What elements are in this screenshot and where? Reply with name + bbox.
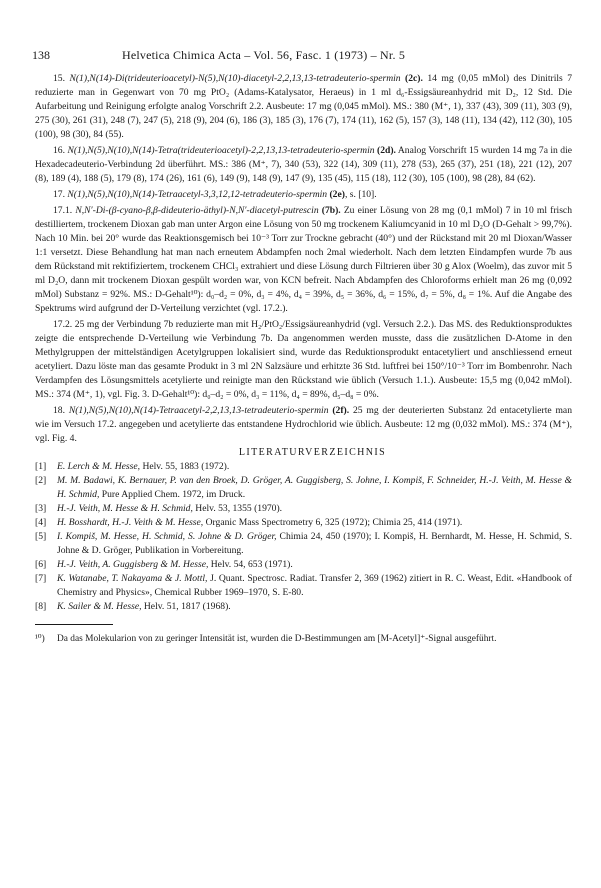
reference-item [35,474,572,502]
paragraph-text: Analog Vorschrift 15 wurden 14 mg 7a in die Hexadecadeuterio-Verbindung 2d überführt. MS.: 386 (M⁺, 7), 340 (53), 322 (14), 309 (11), 278 (53), 265 (37), 251 (18), 221 (12), 207 (8), 189 (4), 188 (5), 179 (8), 174 (26), 161 (6), 149 (9), 148 (9), 147 (9), 135 (45), 115 (18), 112 (30), 105 (100), 98 (28), 84 (62). [35,145,573,184]
running-header [32,48,572,64]
reference-source: Helv. 55, 1883 (1972). [140,461,230,472]
paragraph-number: 17. [53,189,68,200]
footnote-text: Da das Molekularion von zu geringer Intensität ist, wurden die D-Bestimmungen am [M-Acetyl]⁺-Signal ausgeführt. [57,634,497,644]
references-heading: LITERATURVERZEICHNIS [238,447,387,458]
reference-item [35,460,572,474]
reference-item [35,558,572,572]
reference-source: Helv. 54, 653 (1971). [208,559,293,570]
compound-name: N(1),N(5),N(10),N(14)-Tetraacetyl-3,3,12,12-tetradeuterio-spermin [67,189,328,200]
reference-authors: K. Watanabe, T. Nakayama & J. Mottl, [57,573,208,584]
reference-authors: H.-J. Veith, M. Hesse & H. Schmid, [57,503,193,514]
compound-label: (2d). [374,145,396,156]
reference-number: [1] [35,461,47,472]
reference-source: Pure Applied Chem. 1972, im Druck. [99,489,246,500]
paragraph-number: 18. [53,405,69,416]
reference-authors: E. Lerch & M. Hesse, [57,461,141,472]
page-number: 138 [32,48,50,62]
experiment-16 [35,144,572,186]
paragraph-text: Zu einer Lösung von 28 mg (0,1 mMol) 7 in 10 ml frisch destilliertem, trockenem Dioxan gab man unter Argon eine Lösung von 50 mg trockenem Kaliumcyanid in 10 ml D₂O (D-Gehalt > 99,7%). Nach 10 Min. bei 20° wurde das Reaktionsgemisch bei 10⁻³ Torr zur Trockne gebracht (40°) und der Rückstand mit 20 ml Dioxan/Wasser 1:1 versetzt. Diese Behandlung hat man nach erneutem Abdampfen noch 2mal wiederholt. Nach dem letzten Eindampfen wurde 7b aus dem Rückstand mit rektifiziertem, trockenem CHCl₃ extrahiert und diese Lösung durch Filtrieren über 30 g Alox (Woelm), das zuvor mit 5 ml D₂O, dann mit trockenem Dioxan gespült worden war, von KCN befreit. Nach Abdampfen des Chloroforms erhielt man 26 mg (0,092 mMol) Substanz = 92%. MS.: D-Gehalt¹⁰): d₀–d₂ = 0%, d₃ = 4%, d₄ = 39%, d₅ = 36%, d₆ = 15%, d₇ = 5%, d₈ = 1%. Auf die Angabe des Spektrums wird aufgrund der D-Verteilung verzichtet (vgl. 17.2.). [35,205,572,314]
compound-name: N(1),N(5),N(10),N(14)-Tetra(trideuterioacetyl)-2,2,13,13-tetradeuterio-spermin [67,145,375,156]
reference-number: [2] [35,475,47,486]
footnote-divider [35,624,113,625]
paragraph-number: 15. [53,73,70,84]
paragraph-text: , s. [10]. [344,189,377,200]
reference-list [35,460,572,614]
reference-source: Organic Mass Spectrometry 6, 325 (1972); Chimia 25, 414 (1971). [203,517,463,528]
reference-item [35,516,572,530]
compound-label: (2f). [328,405,350,416]
compound-label: (7b). [318,205,341,216]
compound-name: N(1),N(14)-Di(trideuterioacetyl)-N(5),N(10)-diacetyl-2,2,13,13-tetradeuterio-spermin [69,73,401,84]
reference-number: [4] [35,517,47,528]
reference-number: [3] [35,503,47,514]
experiment-17 [35,188,572,202]
reference-number: [6] [35,559,47,570]
reference-number: [7] [35,573,47,584]
experiment-18 [35,404,572,446]
experiment-15 [35,72,572,142]
reference-item [35,530,572,558]
reference-item [35,600,572,614]
footnote-number: ¹⁰) [35,634,45,644]
reference-number: [5] [35,531,47,542]
compound-name: N(1),N(5),N(10),N(14)-Tetraacetyl-2,2,13,13-tetradeuterio-spermin [68,405,329,416]
reference-source: Chimia 24, 450 (1970); I. Kompiš, H. Bernhardt, M. Hesse, H. Schmid, S. Johne & D. Gröger, Publikation in Vorbereitung. [57,531,573,556]
experiment-17-2 [35,318,572,402]
reference-authors: H. Bosshardt, H.-J. Veith & M. Hesse, [57,517,204,528]
compound-label: (2e) [327,189,345,200]
reference-authors: I. Kompiš, M. Hesse, H. Schmid, S. Johne & D. Gröger, [57,531,277,542]
paragraph-text: 17.2. 25 mg der Verbindung 7b reduzierte man mit H₂/PtO₂/Essigsäureanhydrid (vgl. Versuch 2.2.). Das MS. des Reduktionsproduktes zeigte die entsprechende D-Verteilung wie Verbindung 7b. Da angenommen werden musste, dass die zusätzlichen D-Atome in den Methylgruppen der mittelständigen Acetylgruppen lokalisiert sind, wurde das Reduktionsprodukt entacetyliert und anschliessend erneut acetyliert. Dazu löste man das gesamte Produkt in 3 ml 2N Salzsäure und erhitzte 36 Std. luftfrei bei 150°/10⁻³ Torr im Bombenrohr. Nach Verdampfen des Lösungsmittels acetylierte und reinigte man den Rückstand wie üblich (Versuch 1.1.). Ausbeute: 15,5 mg (0,042 mMol). MS.: 374 (M⁺, 1), vgl. Fig. 3. D-Gehalt¹⁰): d₀–d₂ = 0%, d₃ = 11%, d₄ = 89%, d₅–d₈ = 0%. [35,319,572,400]
reference-authors: H.-J. Veith, A. Guggisberg & M. Hesse, [57,559,209,570]
reference-source: Helv. 51, 1817 (1968). [141,601,231,612]
paragraph-number: 16. [53,145,68,156]
reference-item [35,502,572,516]
paragraph-text: 25 mg der deuterierten Substanz 2d entacetylierte man wie im Versuch 17.2. angegeben und acetylierte das entstandene Hydrochlorid wie üblich. Ausbeute: 12 mg (0,032 mMol). MS.: 374 (M⁺), vgl. Fig. 4. [35,405,572,444]
experiment-17-1 [35,204,572,316]
compound-label: (2c). [400,73,423,84]
reference-number: [8] [35,601,47,612]
journal-header: Helvetica Chimica Acta – Vol. 56, Fasc. 1 (1973) – Nr. 5 [122,48,406,62]
paragraph-text: 14 mg (0,05 mMol) des Dinitrils 7 reduzierte man in Gegenwart von 70 mg PtO₂ (Adams-Katalysator, Heraeus) in 1 ml d₆-Essigsäureanhydrid mit D₂, 12 Std. Die Aufarbeitung und Reinigung erfolgte analog Vorschrift 2.2. Ausbeute: 17 mg (0,045 mMol). MS.: 380 (M⁺, 1), 337 (43), 309 (11), 303 (9), 275 (30), 261 (31), 248 (7), 247 (5), 218 (9), 204 (6), 186 (3), 185 (3), 176 (7), 174 (11), 162 (5), 157 (3), 148 (11), 134 (42), 112 (30), 105 (100), 98 (30), 84 (55). [35,73,572,140]
reference-source: Helv. 53, 1355 (1970). [192,503,283,514]
compound-name: N,N′-Di-(β-cyano-β,β-dideuterio-äthyl)-N,N′-diacetyl-putrescin [75,205,319,216]
reference-authors: M. M. Badawi, K. Bernauer, P. van den Broek, D. Gröger, A. Guggisberg, S. Johne, I. Kompiš, F. Schneider, H.-J. Veith, M. Hesse & H. Schmid, [57,475,572,500]
reference-authors: K. Sailer & M. Hesse, [57,601,142,612]
article-body [35,72,572,646]
paragraph-number: 17.1. [53,205,76,216]
footnote [35,633,572,646]
reference-item [35,572,572,600]
reference-source: J. Quant. Spectrosc. Radiat. Transfer 2, 369 (1962) zitiert in R. C. Weast, Edit. «Handbook of Chemistry and Physics», Chemical Rubber 1969–1970, S. E-80. [57,573,572,598]
